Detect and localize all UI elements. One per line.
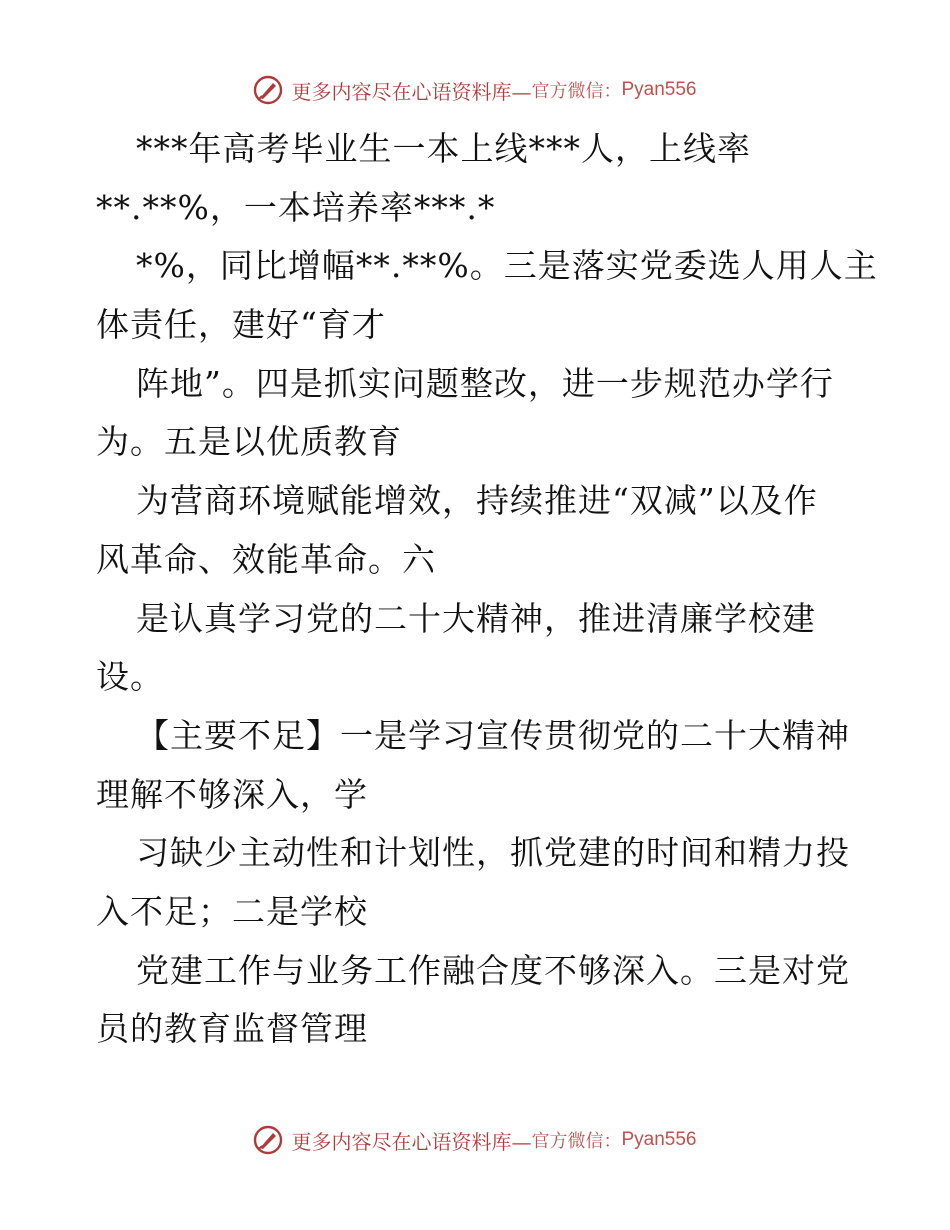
footer-banner [0,1120,950,1160]
text-line: 入不足；二是学校 [96,891,368,931]
quill-logo-icon [253,75,283,105]
text-line: 为。五是以优质教育 [96,422,402,462]
banner-text: 更多内容尽在心语资料库— [291,1129,532,1154]
banner-text: 更多内容尽在心语资料库— [291,79,532,104]
document-body [96,120,878,1059]
text-line: 体责任，建好“育才 [96,305,386,345]
text-line: *%，同比增幅**.**%。三是落实党委选人用人主 [136,246,878,286]
text-line: 理解不够深入，学 [96,774,368,814]
text-line: 是认真学习党的二十大精神，推进清廉学校建 [136,598,816,638]
text-line: ***年高考毕业生一本上线***人，上线率 [136,129,751,168]
header-banner [0,70,950,110]
text-line: 风革命、效能革命。六 [96,539,436,579]
text-line: 党建工作与业务工作融合度不够深入。三是对党 [136,950,850,990]
text-line: 【主要不足】一是学习宣传贯彻党的二十大精神 [136,715,850,755]
text-line: 阵地”。四是抓实问题整改，进一步规范办学行 [136,363,834,403]
quill-logo-icon [253,1125,283,1155]
banner-wechat-label: 官方微信： [531,81,622,102]
banner-wechat-label: 官方微信： [531,1131,622,1152]
text-line: 设。 [96,657,164,697]
text-line: 习缺少主动性和计划性，抓党建的时间和精力投 [136,833,850,873]
banner-wechat-id: Pyan556 [621,79,697,100]
text-line: 员的教育监督管理 [96,1009,368,1049]
text-line: **.**%，一本培养率***.* [96,187,496,227]
banner-wechat-id: Pyan556 [621,1129,697,1150]
text-line: 为营商环境赋能增效，持续推进“双减”以及作 [136,481,818,521]
